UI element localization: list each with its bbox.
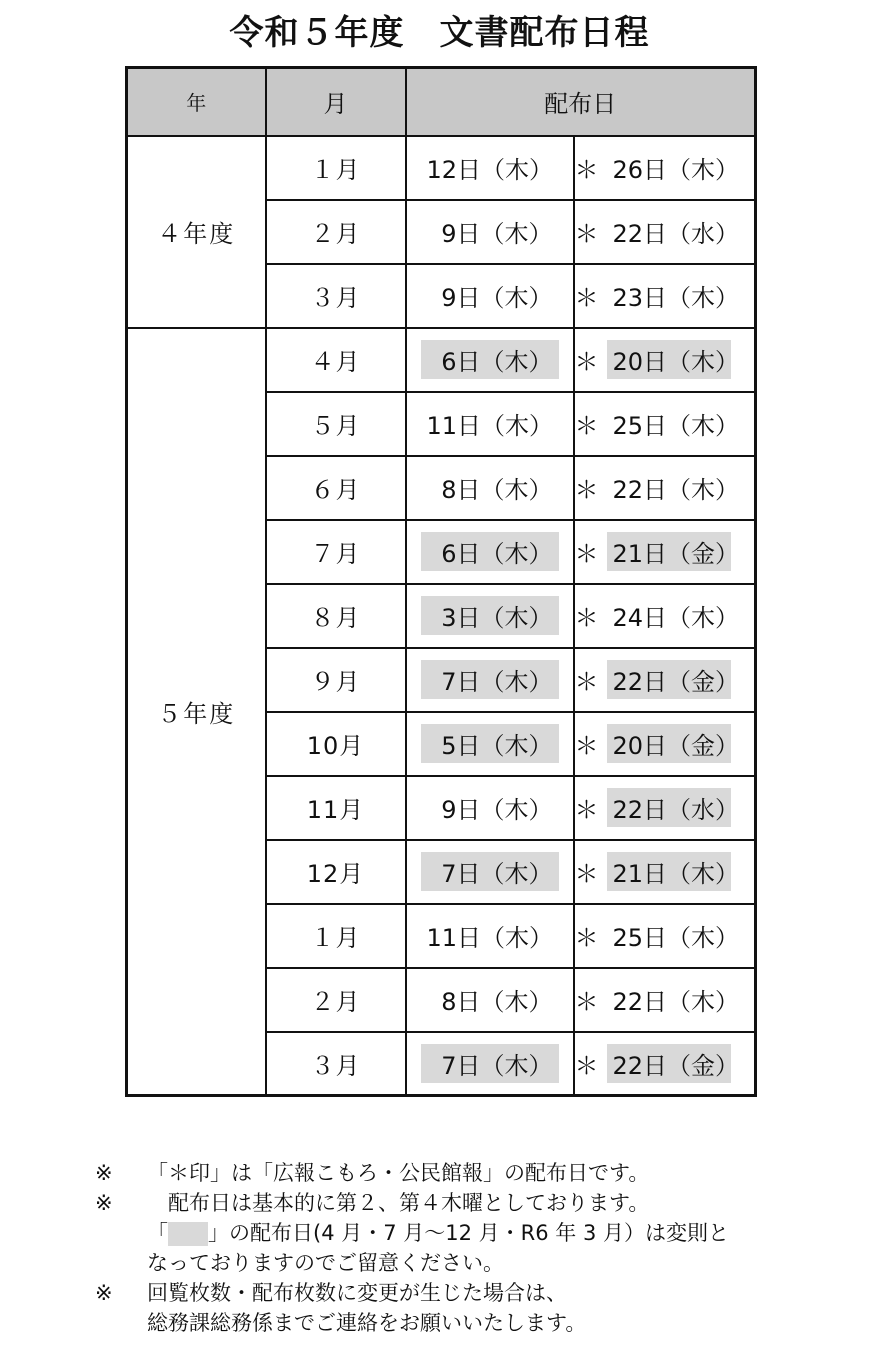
month-cell: １月 <box>266 136 406 200</box>
date-2-wrap <box>575 1033 755 1095</box>
notes-section <box>95 1158 855 1338</box>
note-1 <box>95 1158 855 1188</box>
month-cell: ６月 <box>266 456 406 520</box>
date-2: 22日（木） <box>612 988 740 1016</box>
date-2: 22日（水） <box>612 220 740 248</box>
date-2-wrap <box>575 841 755 903</box>
asterisk-mark: ＊ <box>574 412 599 440</box>
date-2-wrap <box>575 393 755 455</box>
date-2: 22日（金） <box>607 660 731 699</box>
month-cell: ３月 <box>266 1032 406 1096</box>
date-1-cell <box>406 200 574 264</box>
highlight-swatch <box>168 1222 208 1246</box>
date-2: 22日（木） <box>612 476 740 504</box>
date-1-cell <box>406 968 574 1032</box>
month-cell: 12月 <box>266 840 406 904</box>
asterisk-mark: ＊ <box>574 476 599 504</box>
asterisk-mark: ＊ <box>574 220 599 248</box>
date-1: 8日（木） <box>441 988 553 1016</box>
note-2-line-2-text: 」の配布日(4 月・7 月～12 月・R6 年 3 月）は変則と <box>208 1221 729 1245</box>
date-2: 20日（金） <box>607 724 731 763</box>
date-1: 9日（木） <box>441 220 553 248</box>
date-2-wrap <box>575 457 755 519</box>
date-1-cell <box>406 264 574 328</box>
date-2: 21日（金） <box>607 532 731 571</box>
note-2-line-2 <box>95 1218 855 1248</box>
date-2: 24日（木） <box>612 604 740 632</box>
date-2-wrap <box>575 969 755 1031</box>
date-2-wrap <box>575 137 755 199</box>
asterisk-mark: ＊ <box>574 860 599 888</box>
date-1: 5日（木） <box>421 724 559 763</box>
asterisk-mark: ＊ <box>574 604 599 632</box>
date-1-cell <box>406 840 574 904</box>
note-1-text: 「＊印」は「広報こもろ・公民館報」の配布日です。 <box>147 1161 650 1185</box>
month-cell: ８月 <box>266 584 406 648</box>
date-2-wrap <box>575 201 755 263</box>
note-2 <box>95 1188 855 1218</box>
note-2-line-1: 配布日は基本的に第２、第４木曜としております。 <box>147 1191 650 1215</box>
note-3-line-1: 回覧枚数・配布枚数に変更が生じた場合は、 <box>147 1281 567 1305</box>
date-1-cell <box>406 584 574 648</box>
date-2-cell <box>574 968 756 1032</box>
date-1: 9日（木） <box>441 284 553 312</box>
date-2-cell <box>574 200 756 264</box>
date-2: 22日（水） <box>607 788 731 827</box>
date-2-cell <box>574 584 756 648</box>
table-row <box>127 328 756 392</box>
page-title: 令和５年度 文書配布日程 <box>229 13 650 53</box>
asterisk-mark: ＊ <box>574 540 599 568</box>
date-2-cell <box>574 456 756 520</box>
header-month: 月 <box>266 68 406 136</box>
month-cell: ４月 <box>266 328 406 392</box>
header-row <box>127 68 756 136</box>
date-2-wrap <box>575 329 755 391</box>
asterisk-mark: ＊ <box>574 924 599 952</box>
date-1-cell <box>406 904 574 968</box>
date-2-wrap <box>575 585 755 647</box>
date-2-wrap <box>575 649 755 711</box>
date-1: 8日（木） <box>441 476 553 504</box>
note-2-quote-open: 「 <box>147 1221 168 1245</box>
date-2: 25日（木） <box>612 412 740 440</box>
date-1-cell <box>406 328 574 392</box>
date-2: 22日（金） <box>607 1044 731 1083</box>
asterisk-mark: ＊ <box>574 156 599 184</box>
date-2: 23日（木） <box>612 284 740 312</box>
schedule-body <box>127 136 756 1096</box>
asterisk-mark: ＊ <box>574 988 599 1016</box>
date-1: 6日（木） <box>421 340 559 379</box>
date-1-cell <box>406 648 574 712</box>
date-2-cell <box>574 840 756 904</box>
date-2: 25日（木） <box>612 924 740 952</box>
date-1: 11日（木） <box>426 924 554 952</box>
month-cell: ７月 <box>266 520 406 584</box>
date-1-cell <box>406 712 574 776</box>
note-3-line-2: 総務課総務係までご連絡をお願いいたします。 <box>147 1311 587 1335</box>
date-2-cell <box>574 776 756 840</box>
date-2-cell <box>574 1032 756 1096</box>
date-1-cell <box>406 136 574 200</box>
month-cell: ２月 <box>266 200 406 264</box>
date-2-wrap <box>575 265 755 327</box>
date-2-cell <box>574 328 756 392</box>
month-cell: １月 <box>266 904 406 968</box>
note-mark: ※ <box>95 1281 113 1305</box>
asterisk-mark: ＊ <box>574 796 599 824</box>
year-cell: ５年度 <box>127 328 266 1096</box>
date-1-cell <box>406 1032 574 1096</box>
note-mark: ※ <box>95 1191 113 1215</box>
asterisk-mark: ＊ <box>574 348 599 376</box>
date-1-cell <box>406 456 574 520</box>
date-2-wrap <box>575 777 755 839</box>
note-mark: ※ <box>95 1161 113 1185</box>
month-cell: ３月 <box>266 264 406 328</box>
month-cell: ２月 <box>266 968 406 1032</box>
date-2: 26日（木） <box>612 156 740 184</box>
date-2-cell <box>574 136 756 200</box>
date-1: 9日（木） <box>441 796 553 824</box>
date-2-cell <box>574 520 756 584</box>
note-2-line-3: なっておりますのでご留意ください。 <box>147 1251 504 1275</box>
month-cell: ９月 <box>266 648 406 712</box>
asterisk-mark: ＊ <box>574 284 599 312</box>
date-2: 21日（木） <box>607 852 731 891</box>
date-1-cell <box>406 392 574 456</box>
date-2-cell <box>574 264 756 328</box>
asterisk-mark: ＊ <box>574 1051 599 1080</box>
date-2: 20日（木） <box>607 340 731 379</box>
header-dates: 配布日 <box>406 68 756 136</box>
date-2-cell <box>574 648 756 712</box>
date-1: 12日（木） <box>426 156 554 184</box>
table-row <box>127 136 756 200</box>
date-2-cell <box>574 904 756 968</box>
header-year: 年 <box>127 68 266 136</box>
date-1-cell <box>406 520 574 584</box>
month-cell: 10月 <box>266 712 406 776</box>
date-1: 7日（木） <box>421 852 559 891</box>
date-2-wrap <box>575 713 755 775</box>
date-2-cell <box>574 712 756 776</box>
month-cell: 11月 <box>266 776 406 840</box>
date-2-wrap <box>575 905 755 967</box>
date-1: 3日（木） <box>421 596 559 635</box>
date-1: 11日（木） <box>426 412 554 440</box>
date-1: 7日（木） <box>421 1044 559 1083</box>
date-2-cell <box>574 392 756 456</box>
date-2-wrap <box>575 521 755 583</box>
date-1: 6日（木） <box>421 532 559 571</box>
asterisk-mark: ＊ <box>574 668 599 696</box>
year-cell: ４年度 <box>127 136 266 328</box>
month-cell: ５月 <box>266 392 406 456</box>
note-3 <box>95 1278 855 1308</box>
schedule-table <box>125 66 757 1097</box>
date-1-cell <box>406 776 574 840</box>
date-1: 7日（木） <box>421 660 559 699</box>
asterisk-mark: ＊ <box>574 732 599 760</box>
